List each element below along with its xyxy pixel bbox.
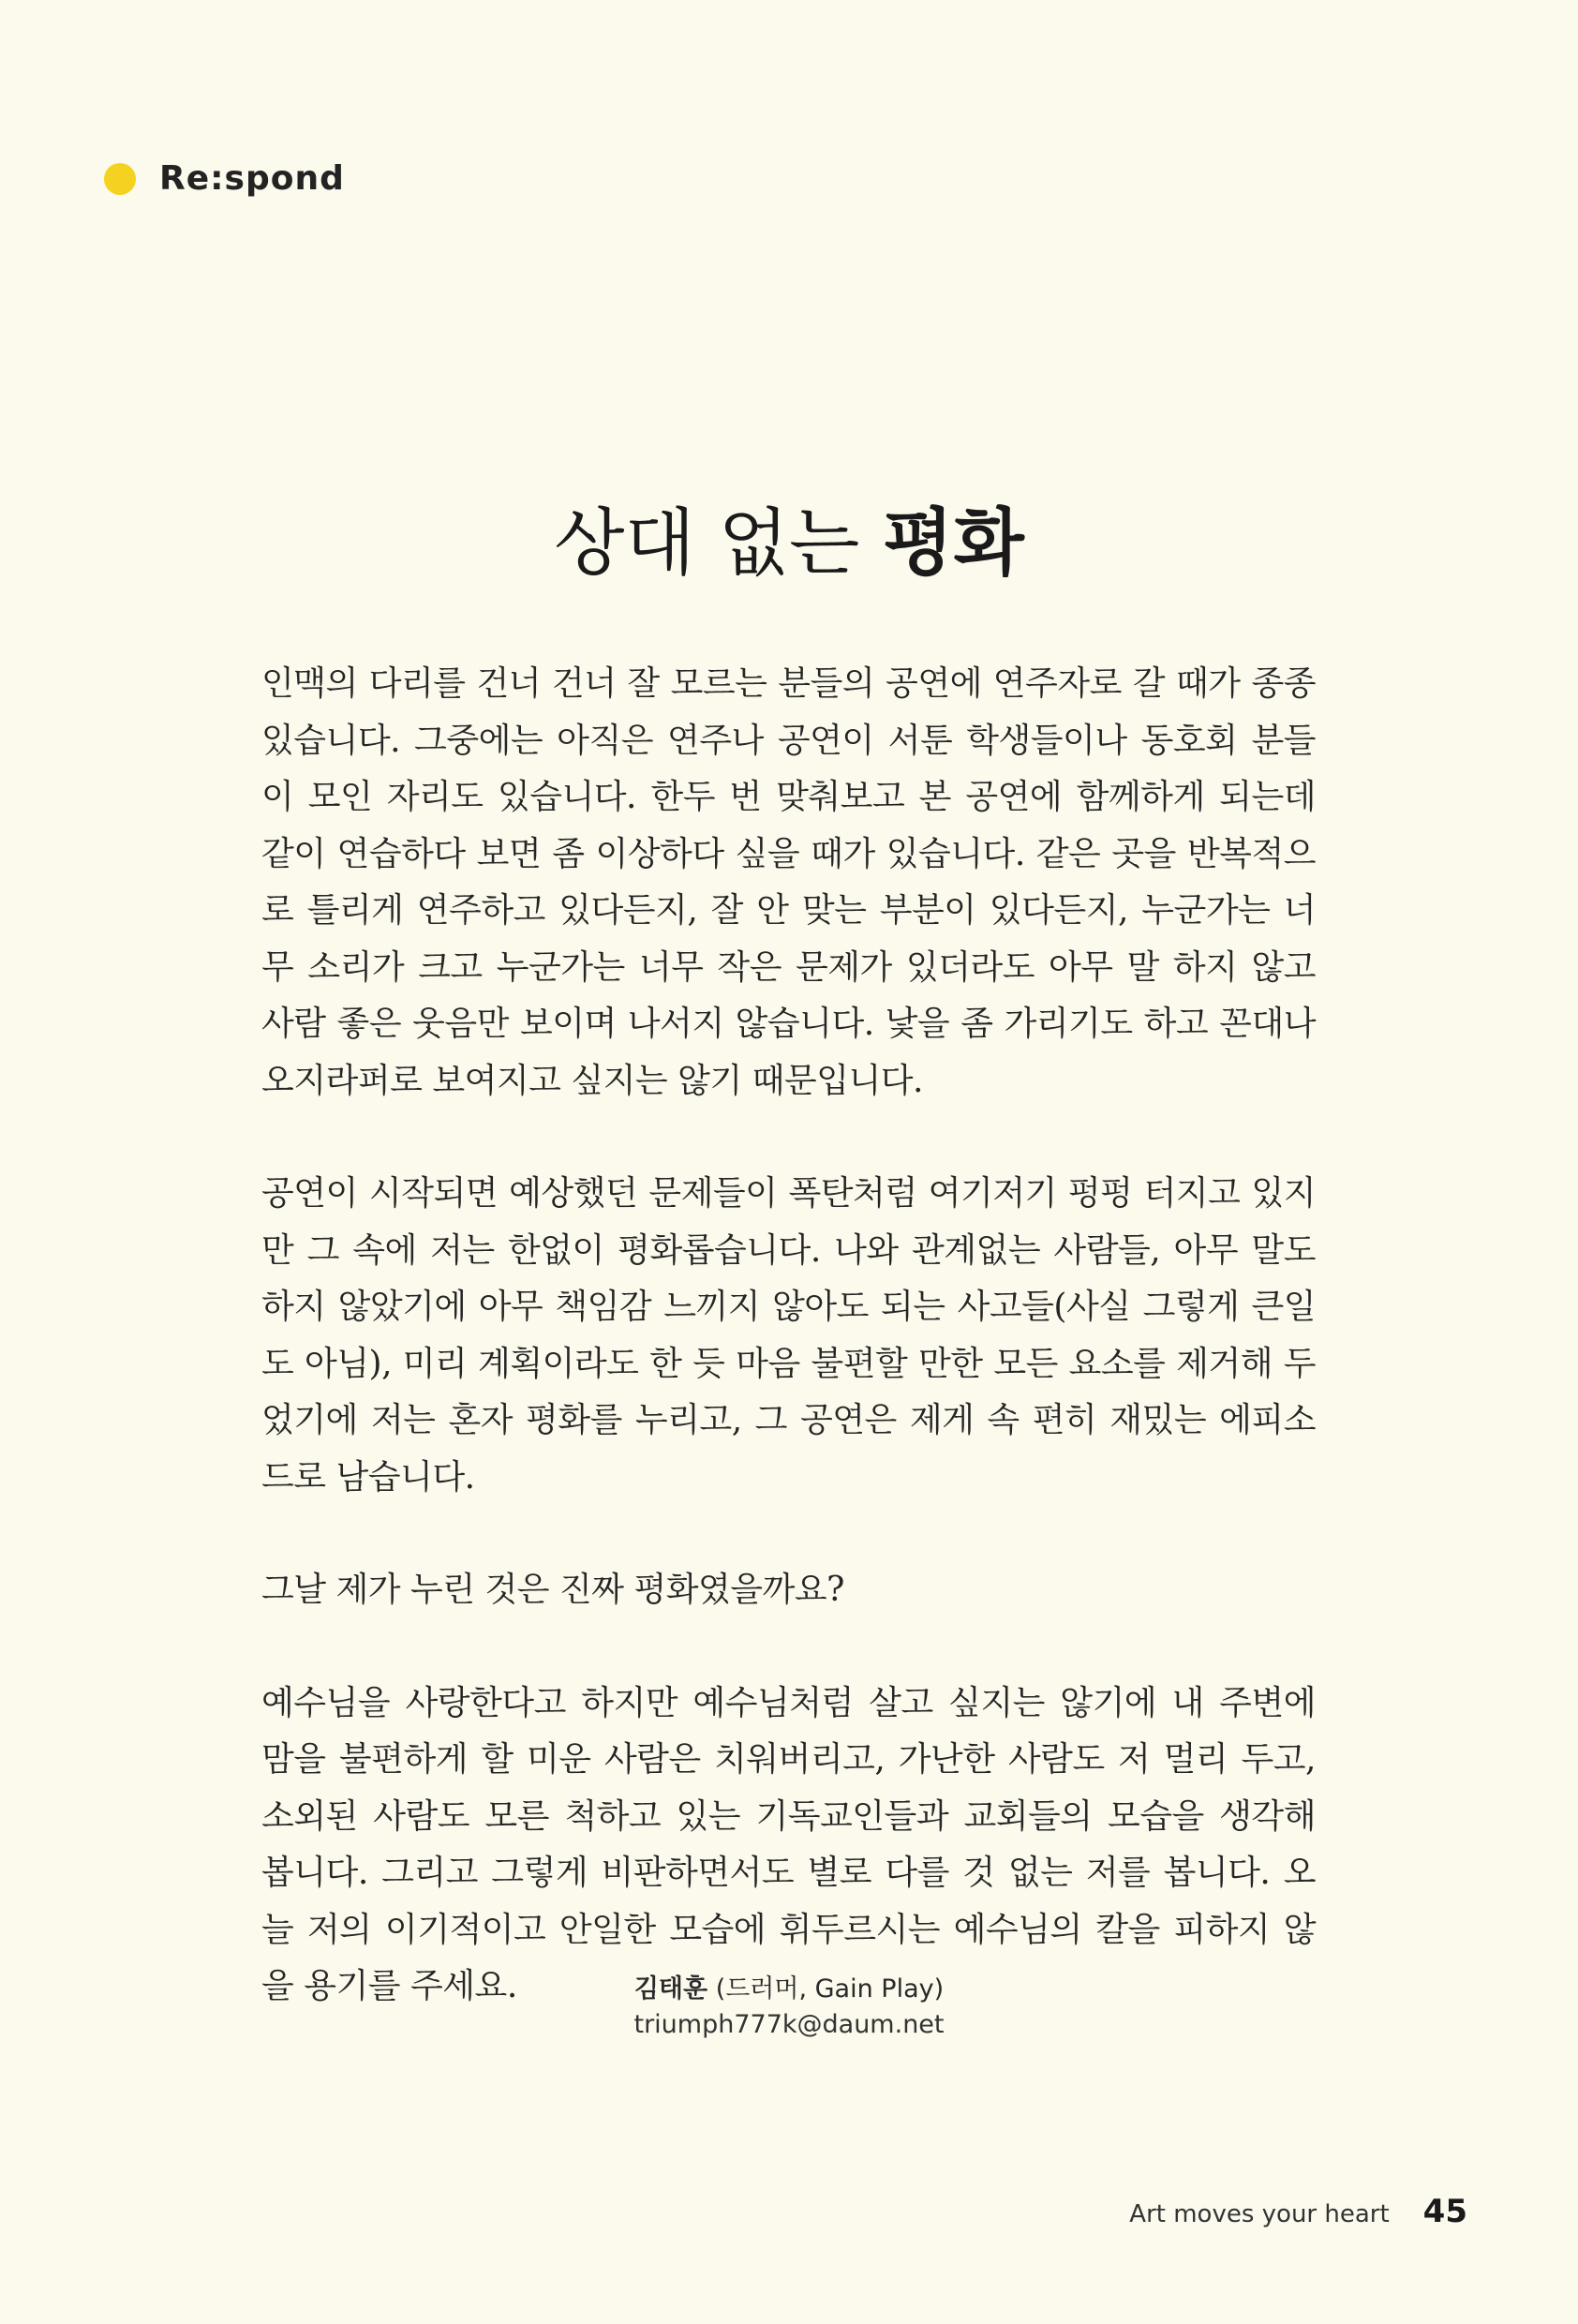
- author-line: [0, 1972, 1578, 2007]
- paragraph-1: 인맥의 다리를 건너 건너 잘 모르는 분들의 공연에 연주자로 갈 때가 종종 있습니다. 그중에는 아직은 연주나 공연이 서툰 학생들이나 동호회 분들이 모인 자리도 있습니다. 한두 번 맞춰보고 본 공연에 함께하게 되는데 같이 연습하다 보면 좀 이상하다 싶을 때가 있습니다. 같은 곳을 반복적으로 틀리게 연주하고 있다든지, 잘 안 맞는 부분이 있다든지, 누군가는 너무 소리가 크고 누군가는 너무 작은 문제가 있더라도 아무 말 하지 않고 사람 좋은 웃음만 보이며 나서지 않습니다. 낯을 좀 가리기도 하고 꼰대나 오지라퍼로 보여지고 싶지는 않기 때문입니다.: [261, 664, 1316, 1100]
- author-credit: [0, 1972, 1578, 2043]
- section-label: Re:spond: [159, 159, 345, 198]
- paragraph-2: 공연이 시작되면 예상했던 문제들이 폭탄처럼 여기저기 펑펑 터지고 있지만 그 속에 저는 한없이 평화롭습니다. 나와 관계없는 사람들, 아무 말도 하지 않았기에 아무 책임감 느끼지 않아도 되는 사고들(사실 그렇게 큰일도 아님), 미리 계획이라도 한 듯 마음 불편할 만한 모든 요소를 제거해 두었기에 저는 혼자 평화를 누리고, 그 공연은 제게 속 편히 재밌는 에피소드로 남습니다.: [261, 1174, 1316, 1497]
- page-number: 45: [1422, 2193, 1467, 2230]
- section-tag: [104, 159, 345, 198]
- paragraph-4: 예수님을 사랑한다고 하지만 예수님처럼 살고 싶지는 않기에 내 주변에 맘을 불편하게 할 미운 사람은 치워버리고, 가난한 사람도 저 멀리 두고, 소외된 사람도 모른 척하고 있는 기독교인들과 교회들의 모습을 생각해 봅니다. 그리고 그렇게 비판하면서도 별로 다를 것 없는 저를 봅니다. 오늘 저의 이기적이고 안일한 모습에 휘두르시는 예수님의 칼을 피하지 않을 용기를 주세요.: [261, 1683, 1316, 2005]
- article-body: [261, 656, 1316, 2072]
- article-title: [0, 497, 1578, 590]
- author-name: 김태훈: [633, 1974, 708, 2004]
- title-light: 상대 없는: [554, 501, 860, 586]
- page-footer: [1129, 2193, 1467, 2230]
- title-bold: 평화: [883, 500, 1024, 586]
- author-email: triumph777k@daum.net: [633, 2010, 945, 2039]
- section-bullet-icon: [104, 163, 136, 195]
- paragraph-3: 그날 제가 누린 것은 진짜 평화였을까요?: [261, 1571, 844, 1609]
- author-role: (드러머, Gain Play): [715, 1974, 945, 2004]
- footer-tagline: Art moves your heart: [1129, 2200, 1390, 2228]
